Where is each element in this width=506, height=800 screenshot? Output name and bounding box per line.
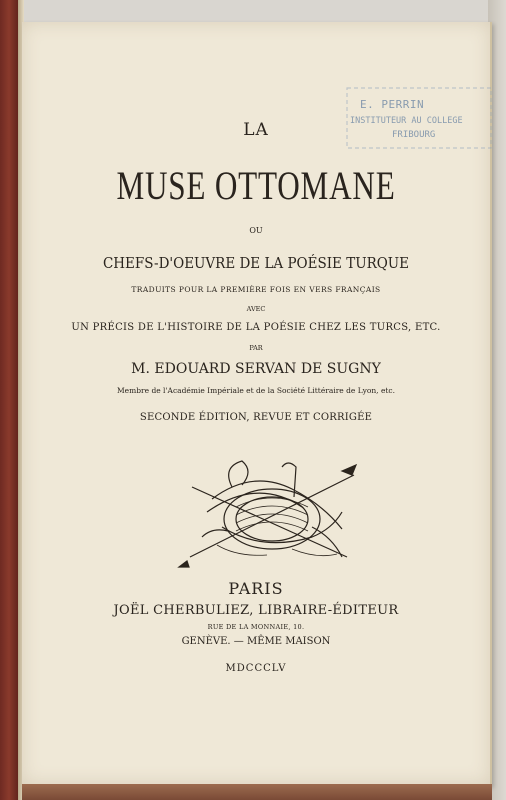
book-cover-bottom — [22, 784, 492, 800]
par-label: PAR — [249, 344, 263, 352]
stamp-city: FRIBOURG — [392, 130, 436, 140]
publisher-address: RUE DE LA MONNAIE, 10. — [207, 623, 305, 631]
main-title: MUSE OTTOMANE — [116, 163, 396, 208]
publication-year: MDCCCLV — [225, 663, 287, 674]
imprint-city: PARIS — [228, 579, 284, 598]
title-article: LA — [243, 120, 269, 140]
translation-note: TRADUITS POUR LA PREMIÈRE FOIS EN VERS FRANÇAIS — [131, 285, 381, 294]
title-conjunction: OU — [249, 226, 263, 235]
author-name: M. EDOUARD SERVAN DE SUGNY — [131, 361, 381, 377]
weapons-trophy-engraving-icon — [172, 457, 372, 572]
stamp-name: E. PERRIN — [360, 98, 425, 111]
stamp-title: INSTITUTEUR AU COLLEGE — [350, 116, 463, 126]
avec-label: AVEC — [246, 305, 266, 313]
publisher-name: JOËL CHERBULIEZ, LIBRAIRE-ÉDITEUR — [113, 603, 399, 618]
book-spine — [0, 0, 20, 800]
subtitle: CHEFS-D'OEUVRE DE LA POÉSIE TURQUE — [102, 254, 410, 272]
precis-line: UN PRÉCIS DE L'HISTOIRE DE LA POÉSIE CHEZ LES TURCS, ETC. — [71, 322, 441, 333]
author-affiliation: Membre de l'Académie Impériale et de la Société Littéraire de Lyon, etc. — [117, 386, 395, 395]
edition-line: SECONDE ÉDITION, REVUE ET CORRIGÉE — [139, 412, 373, 423]
title-page — [22, 22, 492, 786]
second-imprint: GENÈVE. — MÊME MAISON — [181, 636, 331, 647]
library-stamp — [344, 82, 494, 152]
